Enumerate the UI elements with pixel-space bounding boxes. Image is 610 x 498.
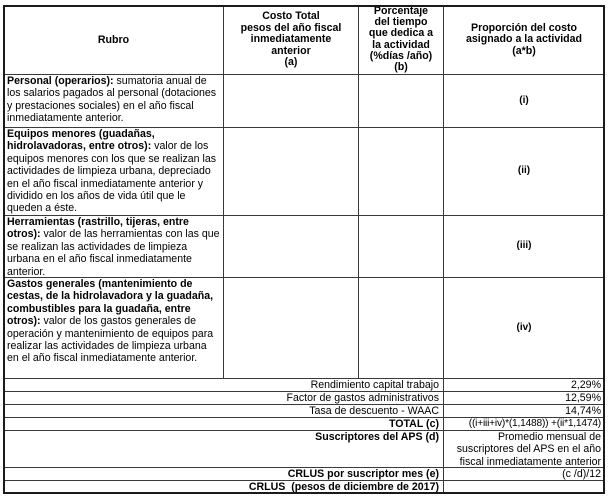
row-personal-result-label: (i) — [519, 94, 529, 106]
row-equipos-result — [443, 127, 605, 216]
footer-gastos-admin-value-text: 12,59% — [565, 391, 601, 404]
row-herramientas-result — [443, 215, 605, 278]
footer-crlus-mes-value-text: (c /d)/12 — [562, 467, 601, 480]
footer-tasa-text: Tasa de descuento - WAAC — [309, 404, 439, 417]
header-proporcion-label: Proporción del costo asignado a la actividad (a*b) — [466, 21, 582, 57]
footer-crlus-mes-value — [443, 467, 605, 481]
footer-rendimiento-value — [443, 378, 605, 392]
header-porcentaje-label: Porcentaje del tiempo que dedica a la actividad (%días /año) (b) — [368, 5, 434, 74]
footer-total-label — [3, 417, 444, 431]
footer-crlus-total-text: CRLUS (pesos de diciembre de 2017) — [248, 480, 439, 493]
row-herramientas-text: valor de las herramientas con las que se realizan las actividades de limpieza urbana en el año fiscal inmediatamente anterior. — [7, 228, 220, 278]
footer-total-text: TOTAL (c) — [388, 417, 439, 430]
row-herramientas-title: Herramientas (rastrillo, tijeras, entre otros): — [7, 216, 189, 241]
footer-tasa-value-text: 14,74% — [565, 404, 601, 417]
footer-suscriptores-text: Suscriptores del APS (d) — [315, 431, 439, 443]
footer-gastos-admin-value — [443, 391, 605, 405]
row-personal-title: Personal (operarios): — [7, 75, 114, 87]
row-equipos-porcentaje[interactable] — [358, 127, 444, 216]
row-herramientas-description — [3, 215, 224, 278]
row-equipos-description — [3, 127, 224, 216]
row-equipos-result-label: (ii) — [517, 165, 531, 177]
row-personal-costo[interactable] — [223, 74, 359, 128]
footer-crlus-mes-text: CRLUS por suscriptor mes (e) — [287, 467, 439, 480]
footer-gastos-admin-label — [3, 391, 444, 405]
header-rubro — [3, 5, 224, 75]
row-gastos-result — [443, 277, 605, 379]
footer-crlus-mes-label — [3, 467, 444, 481]
footer-crlus-total-value[interactable] — [443, 480, 605, 494]
footer-total-value — [443, 417, 605, 431]
row-gastos-title: Gastos generales (mantenimiento de cestas, de la hidrolavadora y la guadaña, combustibles para la guadaña, entre otros): — [7, 278, 214, 328]
footer-rendimiento-label — [3, 378, 444, 392]
row-gastos-porcentaje[interactable] — [358, 277, 444, 379]
footer-suscriptores-value-text: Promedio mensual de suscriptores del APS en el año fiscal inmediatamente anterior — [456, 431, 601, 468]
row-gastos-result-label: (iv) — [516, 321, 532, 333]
row-personal-text: sumatoria anual de los salarios pagados al personal (dotaciones y prestaciones sociales) en el año fiscal inmediatamente anterior. — [7, 75, 217, 125]
row-personal-porcentaje[interactable] — [358, 74, 444, 128]
row-herramientas-result-label: (iii) — [516, 240, 532, 252]
footer-gastos-admin-text: Factor de gastos administrativos — [286, 391, 439, 404]
row-equipos-text: valor de los equipos menores con los que se realizan las actividades de limpieza urbana, depreciado en el año fiscal inmediatamente anterior y dividido en los años de vida útil que le queden a éste. — [7, 140, 217, 215]
row-gastos-text: valor de los gastos generales de operación y mantenimiento de equipos para realizar las actividades de limpieza urbana en el año fiscal inmediatamente anterior. — [7, 315, 214, 365]
row-herramientas-costo[interactable] — [223, 215, 359, 278]
header-costo-total — [223, 5, 359, 75]
row-personal-result — [443, 74, 605, 128]
header-costo-total-label: Costo Total pesos del año fiscal inmediatamente anterior (a) — [240, 10, 342, 69]
footer-suscriptores-value — [443, 430, 605, 468]
row-gastos-description — [3, 277, 224, 379]
footer-rendimiento-value-text: 2,29% — [570, 378, 601, 391]
footer-tasa-value — [443, 404, 605, 418]
row-equipos-title: Equipos menores (guadañas, hidrolavadoras, entre otros): — [7, 128, 155, 153]
row-gastos-costo[interactable] — [223, 277, 359, 379]
row-equipos-costo[interactable] — [223, 127, 359, 216]
header-porcentaje — [358, 5, 444, 75]
header-proporcion — [443, 5, 605, 75]
footer-tasa-label — [3, 404, 444, 418]
row-herramientas-porcentaje[interactable] — [358, 215, 444, 278]
header-rubro-label: Rubro — [97, 33, 130, 46]
footer-rendimiento-text: Rendimiento capital trabajo — [310, 378, 439, 391]
row-personal-description — [3, 74, 224, 128]
footer-crlus-total-label — [3, 480, 444, 494]
footer-suscriptores-label — [3, 430, 444, 468]
footer-total-value-text: ((i+iii+iv)*(1,1488)) +(ii*1,1474) — [468, 417, 601, 429]
